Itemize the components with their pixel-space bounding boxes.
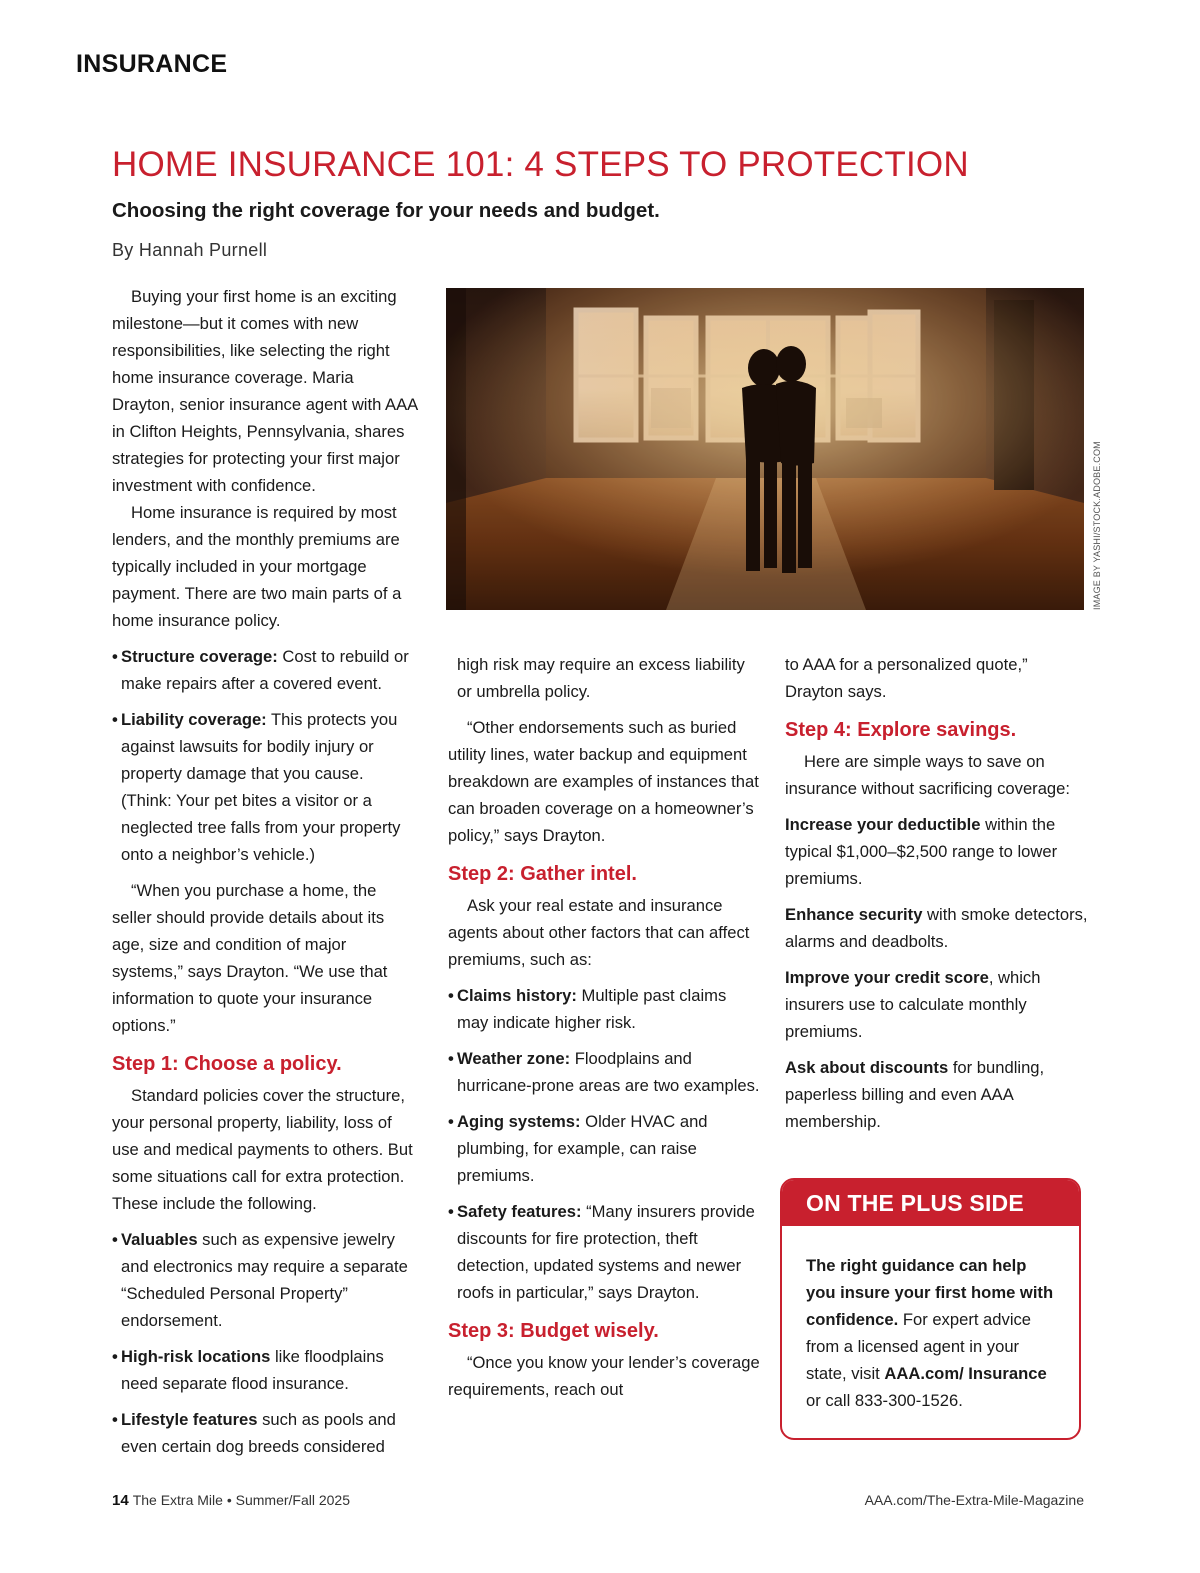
column-3 <box>785 651 1090 1135</box>
list-item: • Lifestyle features such as pools and even certain dog breeds considered <box>112 1410 396 1456</box>
list-item: • Valuables such as expensive jewelry and electronics may require a separate “Scheduled Personal Property” endorsement. <box>112 1230 408 1330</box>
intro-paragraph-2: Home insurance is required by most lenders, and the monthly premiums are typically included in your mortgage payment. There are two main parts of a home insurance policy. <box>112 503 402 630</box>
list-item: Improve your credit score, which insurers use to calculate monthly premiums. <box>785 968 1041 1041</box>
footer-left <box>112 1492 350 1509</box>
step-2-heading: Step 2: Gather intel. <box>448 863 637 885</box>
plus-side-text: For expert advice from a licensed agent in your state, visit <box>806 1310 1032 1383</box>
step-4-heading: Step 4: Explore savings. <box>785 719 1017 741</box>
column-1 <box>112 283 418 1460</box>
quote-purchase: “When you purchase a home, the seller should provide details about its age, size and condition of major systems,” says Drayton. “We use that information to quote your insurance options.” <box>112 881 388 1035</box>
article-subhead: Choosing the right coverage for your needs and budget. <box>112 199 660 222</box>
endorsements-quote: “Other endorsements such as buried utility lines, water backup and equipment breakdown are examples of instances that can broaden coverage on a homeowner’s policy,” says Drayton. <box>448 718 759 845</box>
plus-side-phone: or call 833-300-1526. <box>806 1391 963 1410</box>
list-item: • Weather zone: Floodplains and hurricane-prone areas are two examples. <box>448 1049 760 1095</box>
list-item: • High-risk locations like floodplains need separate flood insurance. <box>112 1347 384 1393</box>
step-1-heading: Step 1: Choose a policy. <box>112 1053 342 1075</box>
step-4-paragraph: Here are simple ways to save on insurance without sacrificing coverage: <box>785 752 1071 798</box>
step-1-paragraph: Standard policies cover the structure, your personal property, liability, loss of use and medical payments to others. But some situations call for extra protection. These include the following. <box>112 1086 413 1213</box>
list-item: Increase your deductible within the typical $1,000–$2,500 range to lower premiums. <box>785 815 1058 888</box>
byline: By Hannah Purnell <box>112 240 268 260</box>
hero-photo <box>446 288 1084 610</box>
plus-side-body <box>782 1226 1079 1414</box>
list-item: • Liability coverage: This protects you against lawsuits for bodily injury or property damage that you cause. (Think: Your pet bites a visitor or a neglected tree falls from your property onto a neighbor’s vehicle.) <box>112 710 401 864</box>
image-credit-text: IMAGE BY YASHI/STOCK.ADOBE.COM <box>1092 441 1102 610</box>
plus-side-lead: The right guidance can help you insure your first home with confidence. <box>806 1256 1054 1329</box>
step-3-paragraph: “Once you know your lender’s coverage requirements, reach out <box>448 1353 760 1399</box>
list-item: Ask about discounts for bundling, paperless billing and even AAA membership. <box>785 1058 1045 1131</box>
list-item: • Claims history: Multiple past claims may indicate higher risk. <box>448 986 727 1032</box>
step-1-continued: high risk may require an excess liability or umbrella policy. <box>457 655 745 701</box>
footer-url[interactable]: AAA.com/The-Extra-Mile-Magazine <box>864 1492 1084 1508</box>
step-3-heading: Step 3: Budget wisely. <box>448 1320 659 1342</box>
list-item: • Structure coverage: Cost to rebuild or make repairs after a covered event. <box>112 647 409 693</box>
publication-name: The Extra Mile • Summer/Fall 2025 <box>132 1492 350 1508</box>
image-credit <box>1084 441 1106 610</box>
step-2-paragraph: Ask your real estate and insurance agents about other factors that can affect premiums, such as: <box>448 896 750 969</box>
list-item: • Safety features: “Many insurers provide discounts for fire protection, theft detection, updated systems and newer roofs in particular,” says Drayton. <box>448 1202 755 1302</box>
plus-side-box <box>780 1178 1081 1440</box>
plus-side-title: ON THE PLUS SIDE <box>782 1180 1079 1226</box>
list-item: Enhance security with smoke detectors, alarms and deadbolts. <box>785 905 1088 951</box>
intro-paragraph-1: Buying your first home is an exciting milestone—but it comes with new responsibilities, like selecting the right home insurance coverage. Maria Drayton, senior insurance agent with AAA in Clifton Heights, Pennsylvania, shares strategies for protecting your first major investment with confidence. <box>112 287 418 495</box>
page-number: 14 <box>112 1492 129 1509</box>
section-label: INSURANCE <box>76 50 228 78</box>
insurance-link[interactable]: AAA.com/ Insurance <box>884 1364 1047 1383</box>
column-2 <box>448 651 760 1403</box>
article-headline: HOME INSURANCE 101: 4 STEPS TO PROTECTION <box>112 145 969 184</box>
list-item: • Aging systems: Older HVAC and plumbing, for example, can raise premiums. <box>448 1112 708 1185</box>
step-3-continued: to AAA for a personalized quote,” Drayton says. <box>785 655 1028 701</box>
